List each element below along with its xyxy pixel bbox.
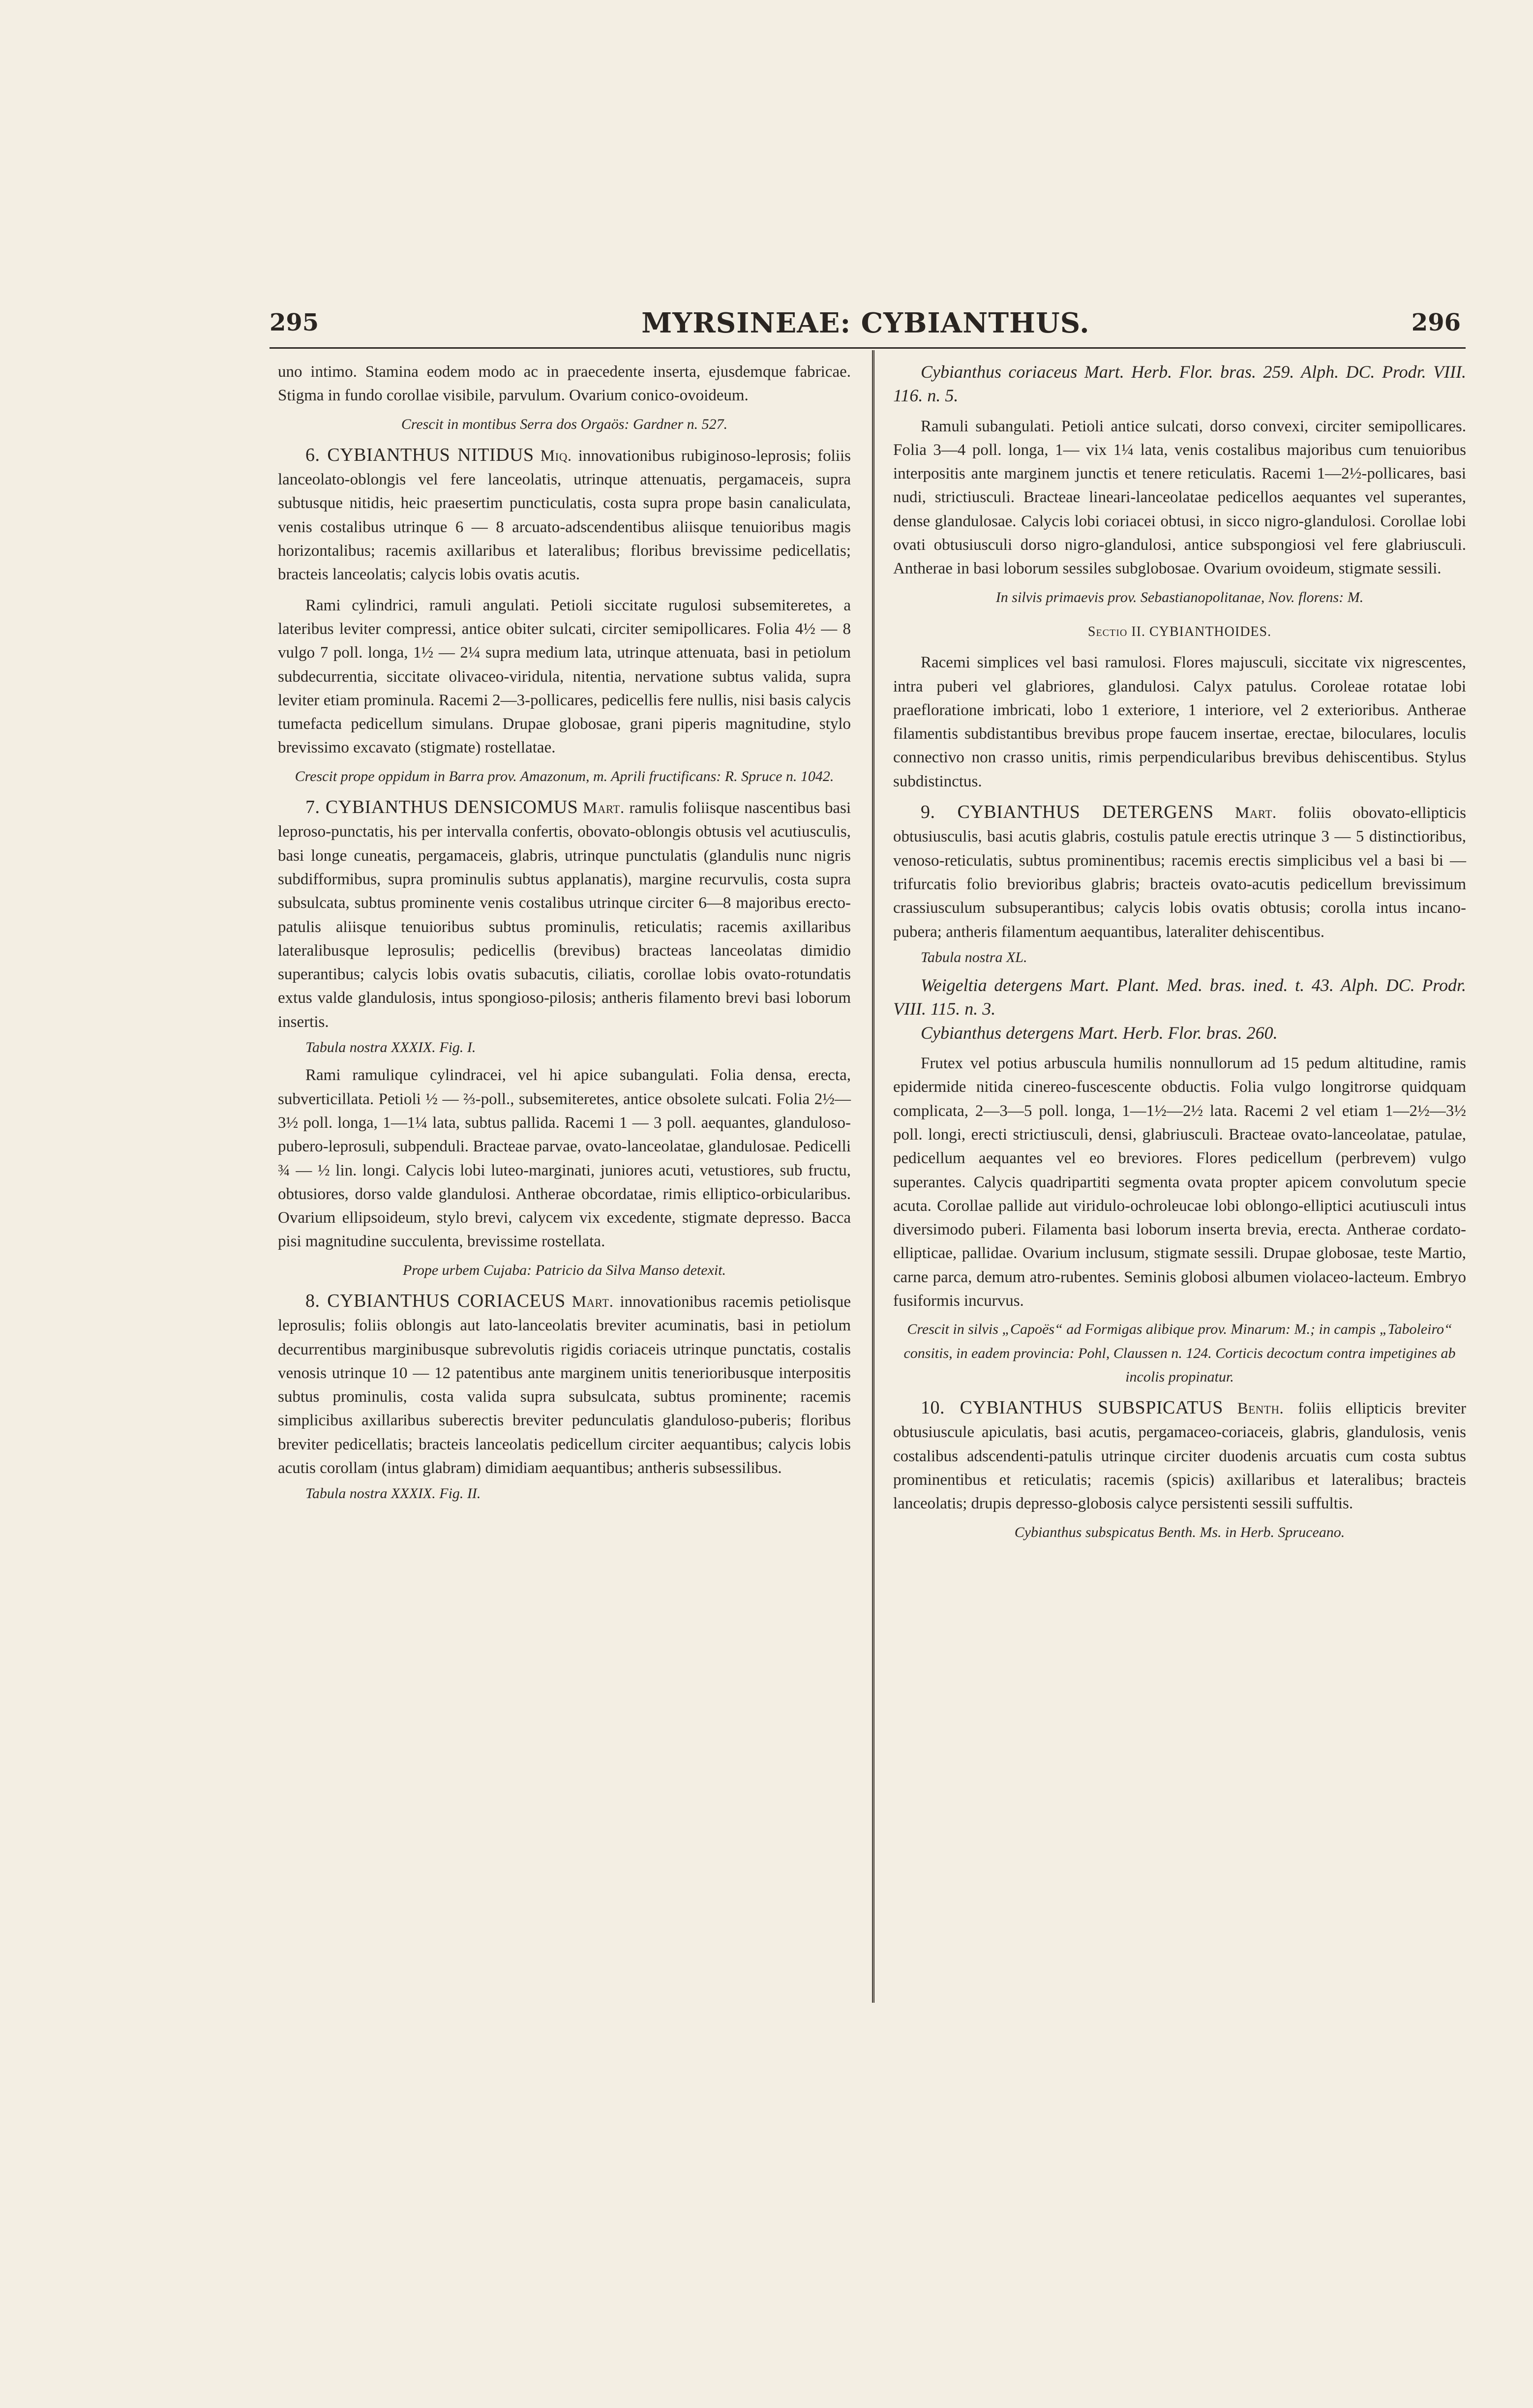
diagnosis: foliis obovato-ellipticis obtusiusculis, basi acutis glabris, costulis patule erectis utrinque 3 — 5 distinctioribus, venoso-reticulatis, subtus prominentibus; racemis erectis simplicibus vel a basi bi — trifurcatis folio brevioribus glabris; bracteis ovato-acutis pedicellum brevissimum crassiusculum subsuperantibus; calycis lobis ovatis obtusis; corolla intus incano-pubera; antheris filamentum aequantibus, lateraliter dehiscentibus. xyxy=(893,804,1467,941)
species-name: 6. CYBIANTHUS NITIDUS xyxy=(305,444,534,465)
right-column xyxy=(893,360,1466,1551)
citation: In silvis primaevis prov. Sebastianopolitanae, Nov. florens: M. xyxy=(995,589,1364,605)
column-divider xyxy=(872,350,874,2003)
author: Miq. xyxy=(540,447,572,465)
running-title: MYRSINEAE: CYBIANTHUS. xyxy=(641,307,1090,339)
species-name: 8. CYBIANTHUS CORIACEUS xyxy=(305,1290,566,1311)
plate-reference: Tabula nostra XXXIX. Fig. I. xyxy=(305,1039,476,1056)
section-description: Racemi simplices vel basi ramulosi. Flores majusculi, siccitate vix nigrescentes, intra puberi vel glabriores, glandulosi. Calyx patulus. Coroleae rotatae lobi praefloratione imbricati, lobo 1 exteriore, 1 interiore, vel 2 exterioribus. Antherae filamentis subdistantibus brevibus prope faucem insertae, erectae, biloculares, loculis connectivo non crasso unitis, rimis perpendicularibus brevibus dehiscentibus. Stylus subdistinctus. xyxy=(893,654,1466,790)
species-entry xyxy=(893,1396,1466,1515)
description: Rami ramulique cylindracei, vel hi apice subangulati. Folia densa, erecta, subverticillata. Petioli ½ — ⅔-poll., subsemiteretes, antice obsolete sulcati. Folia 2½—3½ poll. longa, 1—1¼ lata, subtus pallida. Racemi 1 — 3 poll. aequantes, glanduloso-pubero-leprosuli, subpenduli. Bracteae parvae, ovato-lanceolatae, glandulosae. Pedicelli ¾ — ½ lin. longi. Calycis lobi luteo-marginati, juniores acuti, vetustiores, sub fructu, obtusiores, dorso valde glandulosi. Antherae obcordatae, rimis elliptico-orbicularibus. Ovarium ellipsoideum, stylo brevi, calycem vix excedente, stigmate depresso. Bacca pisi magnitudine succulenta, brevissime rostellata. xyxy=(278,1066,851,1251)
description: Ramuli subangulati. Petioli antice sulcati, dorso convexi, circiter semipollicares. Folia 3—4 poll. longa, 1— vix 1¼ lata, venis costalibus majoribus cum tenuioribus interpositis ante marginem junctis et tenere reticulatis. Racemi 1—2½-pollicares, basi nudi, strictiusculi. Bracteae lineari-lanceolatae pedicellos aequantes vel superantes, dense glandulosae. Calycis lobi coriacei obtusi, in sicco nigro-glandulosi. Corollae lobi ovati obtusiusculi dorso nigro-glandulosi, antice subspongiosi vel fere glabriusculi. Antherae in basi loborum sessiles subglobosae. Ovarium ovoideum, stigmate sessili. xyxy=(893,417,1466,578)
species-entry xyxy=(893,800,1466,944)
species-name: 9. CYBIANTHUS DETERGENS xyxy=(921,802,1214,823)
synonym: Cybianthus coriaceus Mart. Herb. Flor. bras. 259. Alph. DC. Prodr. VIII. 116. n. 5. xyxy=(893,362,1466,406)
species-entry xyxy=(278,795,851,1034)
species-entry xyxy=(278,1289,851,1480)
author: Mart. xyxy=(571,1293,614,1311)
citation: Crescit in montibus Serra dos Orgaös: Gardner n. 527. xyxy=(401,416,728,432)
paragraph: uno intimo. Stamina eodem modo ac in praecedente inserta, ejusdemque fabricae. Stigma in fundo corollae visibile, parvulum. Ovarium conico-ovoideum. xyxy=(278,363,851,405)
synonym: Cybianthus detergens Mart. Herb. Flor. bras. 260. xyxy=(921,1023,1278,1043)
description: Rami cylindrici, ramuli angulati. Petioli siccitate rugulosi subsemiteretes, a lateribus leviter compressi, antice obiter sulcati, circiter semipollicares. Folia 4½ — 8 vulgo 7 poll. longa, 1½ — 2¼ supra medium lata, utrinque attenuata, basi in petiolum subdecurrentia, siccitate olivaceo-viridula, nitentia, nervatione subtus valida, supra leviter etiam prominula. Racemi 2—3-pollicares, pedicellis fere nullis, nisi basis calycis tumefacta pedicellum simulans. Drupae globosae, grani piperis magnitudine, stylo brevissimo excavato (stigmate) rostellatae. xyxy=(278,596,851,757)
author: Benth. xyxy=(1237,1400,1284,1418)
page-number-right: 296 xyxy=(1411,309,1461,336)
synonym: Cybianthus subspicatus Benth. Ms. in Herb. Spruceano. xyxy=(1014,1524,1345,1540)
author: Mart. xyxy=(1234,804,1277,822)
section-heading: Sectio II. CYBIANTHOIDES. xyxy=(1087,624,1272,639)
diagnosis: ramulis foliisque nascentibus basi leproso-punctatis, his per intervalla confertis, obovato-oblongis obtusis vel acutiusculis, basi longe cuneatis, pergamaceis, glabris, utrinque punctulatis (glandulis nunc nigris subdifformibus, supra prominulis subtus applanatis), margine recurvulis, costa supra subsulcata, subtus prominente venis costalibus utrinque circiter 6—8 majoribus erecto-patulis aliisque tenuioribus subtus prominulis, reticulatis; racemis axillaribus lateralibusque leprosulis; pedicellis (brevibus) bracteas lanceolatas dimidio superantibus; calycis lobis ovatis subacutis, ciliatis, corollae lobis ovato-rotundatis extus valde glandulosis, intus spongioso-pilosis; antheris filamento brevi basi loborum insertis. xyxy=(278,799,851,1031)
species-entry xyxy=(278,443,851,587)
header-rule xyxy=(270,347,1466,349)
citation: Crescit in silvis „Capoës“ ad Formigas alibique prov. Minarum: M.; in campis „Taboleiro“ consitis, in eadem provincia: Pohl, Claussen n. 124. Corticis decoctum contra impetigines ab incolis propinatur. xyxy=(903,1321,1456,1385)
description: Frutex vel potius arbuscula humilis nonnullorum ad 15 pedum altitudine, ramis epidermide nitida cinereo-fuscescente obductis. Folia vulgo longitrorse quidquam complicata, 2—3—5 poll. longa, 1—1½—2½ lata. Racemi 2 vel etiam 1—2½—3½ poll. longi, erecti strictiusculi, densi, glabriusculi. Bracteae ovato-lanceolatae, patulae, pedicellum aequantes vel eo breviores. Flores pedicellum (perbrevem) vulgo superantes. Calycis quadripartiti segmenta ovata propter apicem convolutum specie acuta. Corollae pallide aut viridulo-ochroleucae lobi oblongo-elliptici acutiusculi intus diversimodo puberi. Filamenta basi loborum inserta brevia, erecta. Antherae cordato-ellipticae, pallidae. Ovarium inclusum, stigmate sessili. Drupae globosae, teste Martio, carne parca, demum atro-rubentes. Seminis globosi albumen violaceo-lacteum. Embryo fusiformis incurvus. xyxy=(893,1054,1466,1310)
diagnosis: innovationibus rubiginoso-leprosis; foliis lanceolato-oblongis vel fere lanceolatis, utrinque attenuatis, pergamaceis, supra subtusque nitidis, heic praesertim puncticulatis, costa supra prope basin canaliculata, venis costalibus utrinque 6 — 8 arcuato-adscendentibus aliisque tenuioribus magis horizontalibus; racemis axillaribus et lateralibus; floribus brevissime pedicellatis; bracteis lanceolatis; calycis lobis ovatis acutis. xyxy=(278,447,851,584)
diagnosis: innovationibus racemis petiolisque leprosulis; foliis oblongis aut lato-lanceolatis breviter acuminatis, basi in petiolum decurrentibus marginibusque subrevolutis rigidis coriaceis utrinque punctatis, costalis venosis utrinque 10 — 12 patentibus ante marginem unitis tenerioribusque interpositis subtus prominulis, costa valida supra subsulcata, subtus prominente; racemis simplicibus axillaribus suberectis breviter pedunculatis glanduloso-puberis; floribus breviter pedicellatis; bracteis lanceolatis pedicellum circiter aequantibus; calycis lobis acutis corollam (intus glabram) dimidiam aequantibus; antheris subsessilibus. xyxy=(278,1293,851,1477)
diagnosis: foliis ellipticis breviter obtusiuscule apiculatis, basi acutis, pergamaceo-coriaceis, glabris, glandulosis, venis costalibus adscendenti-patulis utrinque circiter duodenis arcuatis cum costa subtus prominentibus et reticulatis; racemis (spicis) axillaribus et lateralibus; bracteis lanceolatis; drupis depresso-globosis calyce persistenti sessili suffultis. xyxy=(893,1400,1467,1513)
synonym: Weigeltia detergens Mart. Plant. Med. bras. ined. t. 43. Alph. DC. Prodr. VIII. 115. n. 3. xyxy=(893,975,1466,1019)
running-header xyxy=(266,309,1466,348)
citation: Prope urbem Cujaba: Patricio da Silva Manso detexit. xyxy=(402,1262,726,1278)
left-column xyxy=(278,360,851,1510)
plate-reference: Tabula nostra XL. xyxy=(921,949,1027,965)
species-name: 7. CYBIANTHUS DENSICOMUS xyxy=(305,797,578,818)
page-number-left: 295 xyxy=(270,309,319,336)
plate-reference: Tabula nostra XXXIX. Fig. II. xyxy=(305,1485,481,1502)
citation: Crescit prope oppidum in Barra prov. Amazonum, m. Aprili fructificans: R. Spruce n. 1042. xyxy=(295,768,834,784)
species-name: 10. CYBIANTHUS SUBSPICATUS xyxy=(921,1397,1223,1418)
author: Mart. xyxy=(582,799,625,817)
